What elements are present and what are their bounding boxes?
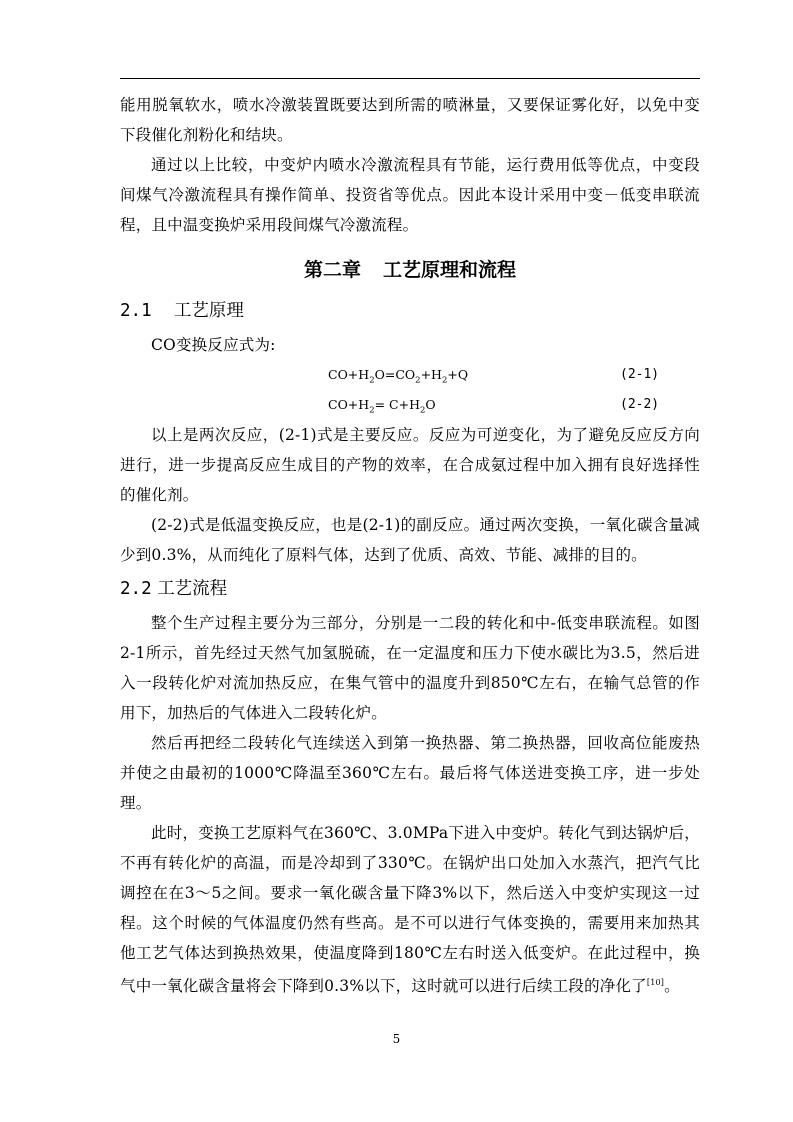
- paragraph-with-citation: 此时，变换工艺原料气在360℃、3.0MPa下进入中变炉。转化气到达锅炉后，不再有转化炉的高温，而是冷却到了330℃。在锅炉出口处加入水蒸汽，把汽气比调控在在3～5之间。要求一氧化碳含量下降3%以下，然后送入中变炉实现这一过程。这个时候的气体温度仍然有些高。是不可以进行气体变换的，需要用来加热其他工艺气体达到换热效果，使温度降到180℃左右时送入低变炉。在此过程中，换气中一氧化碳含量将会下降到0.3%以下，这时就可以进行后续工段的净化了[10]。: [120, 824, 700, 995]
- equation-2-1: [120, 360, 700, 390]
- equation-expression: $CO+H_2O=CO_2+H_2+Q$: [328, 367, 469, 386]
- page-number: 5: [392, 1032, 401, 1046]
- comparison-paragraph: 通过以上比较，中变炉内喷水冷激流程具有节能，运行费用低等优点，中变段间煤气冷激流程具有操作简单、投资省等优点。因此本设计采用中变－低变串联流程，且中温变换炉采用段间煤气冷激流程。: [120, 156, 700, 234]
- page-content: [120, 90, 700, 1001]
- paragraph: 以上是两次反应，(2-1)式是主要反应。反应为可逆变化，为了避免反应反方向进行，进一步提高反应生成目的产物的效率，在合成氨过程中加入拥有良好选择性的催化剂。: [120, 426, 700, 504]
- continued-paragraph: 能用脱氧软水，喷水冷激装置既要达到所需的喷淋量，又要保证雾化好，以免中变下段催化剂粉化和结块。: [120, 96, 700, 144]
- section-number: 2.2: [120, 579, 152, 599]
- section-number: 2.1: [120, 301, 152, 321]
- section-title: 工艺流程: [157, 579, 228, 599]
- chapter-heading: [120, 254, 700, 286]
- chapter-title: 工艺原理和流程: [383, 259, 517, 281]
- paragraph: 整个生产过程主要分为三部分，分别是一二段的转化和中-低变串联流程。如图2-1所示，首先经过天然气加氢脱硫，在一定温度和压力下使水碳比为3.5，然后进入一段转化炉对流加热反应，在集气管中的温度升到850℃左右，在输气总管的作用下，加热后的气体进入二段转化炉。: [120, 614, 700, 722]
- chapter-number: 第二章: [303, 259, 361, 281]
- section-heading-2-1: [120, 292, 700, 330]
- header-rule: [120, 78, 700, 79]
- equation-2-2: [120, 390, 700, 420]
- paragraph: (2-2)式是低温变换反应，也是(2-1)的副反应。通过两次变换，一氧化碳含量减少到0.3%，从而纯化了原料气体，达到了优质、高效、节能、减排的目的。: [120, 516, 700, 564]
- section-heading-2-2: [120, 570, 700, 608]
- paragraph: 然后再把经二段转化气连续送入到第一换热器、第二换热器，回收高位能废热并使之由最初的1000℃降温至360℃左右。最后将气体送进变换工序，进一步处理。: [120, 734, 700, 812]
- section-title: 工艺原理: [173, 301, 244, 321]
- citation-ref: [10]: [646, 978, 665, 987]
- equation-number: (2-1): [620, 367, 660, 382]
- equation-expression: $CO+H_2= C+H_2O$: [328, 397, 436, 416]
- equation-number: (2-2): [620, 397, 660, 412]
- equation-intro: CO变换反应式为:: [151, 336, 276, 354]
